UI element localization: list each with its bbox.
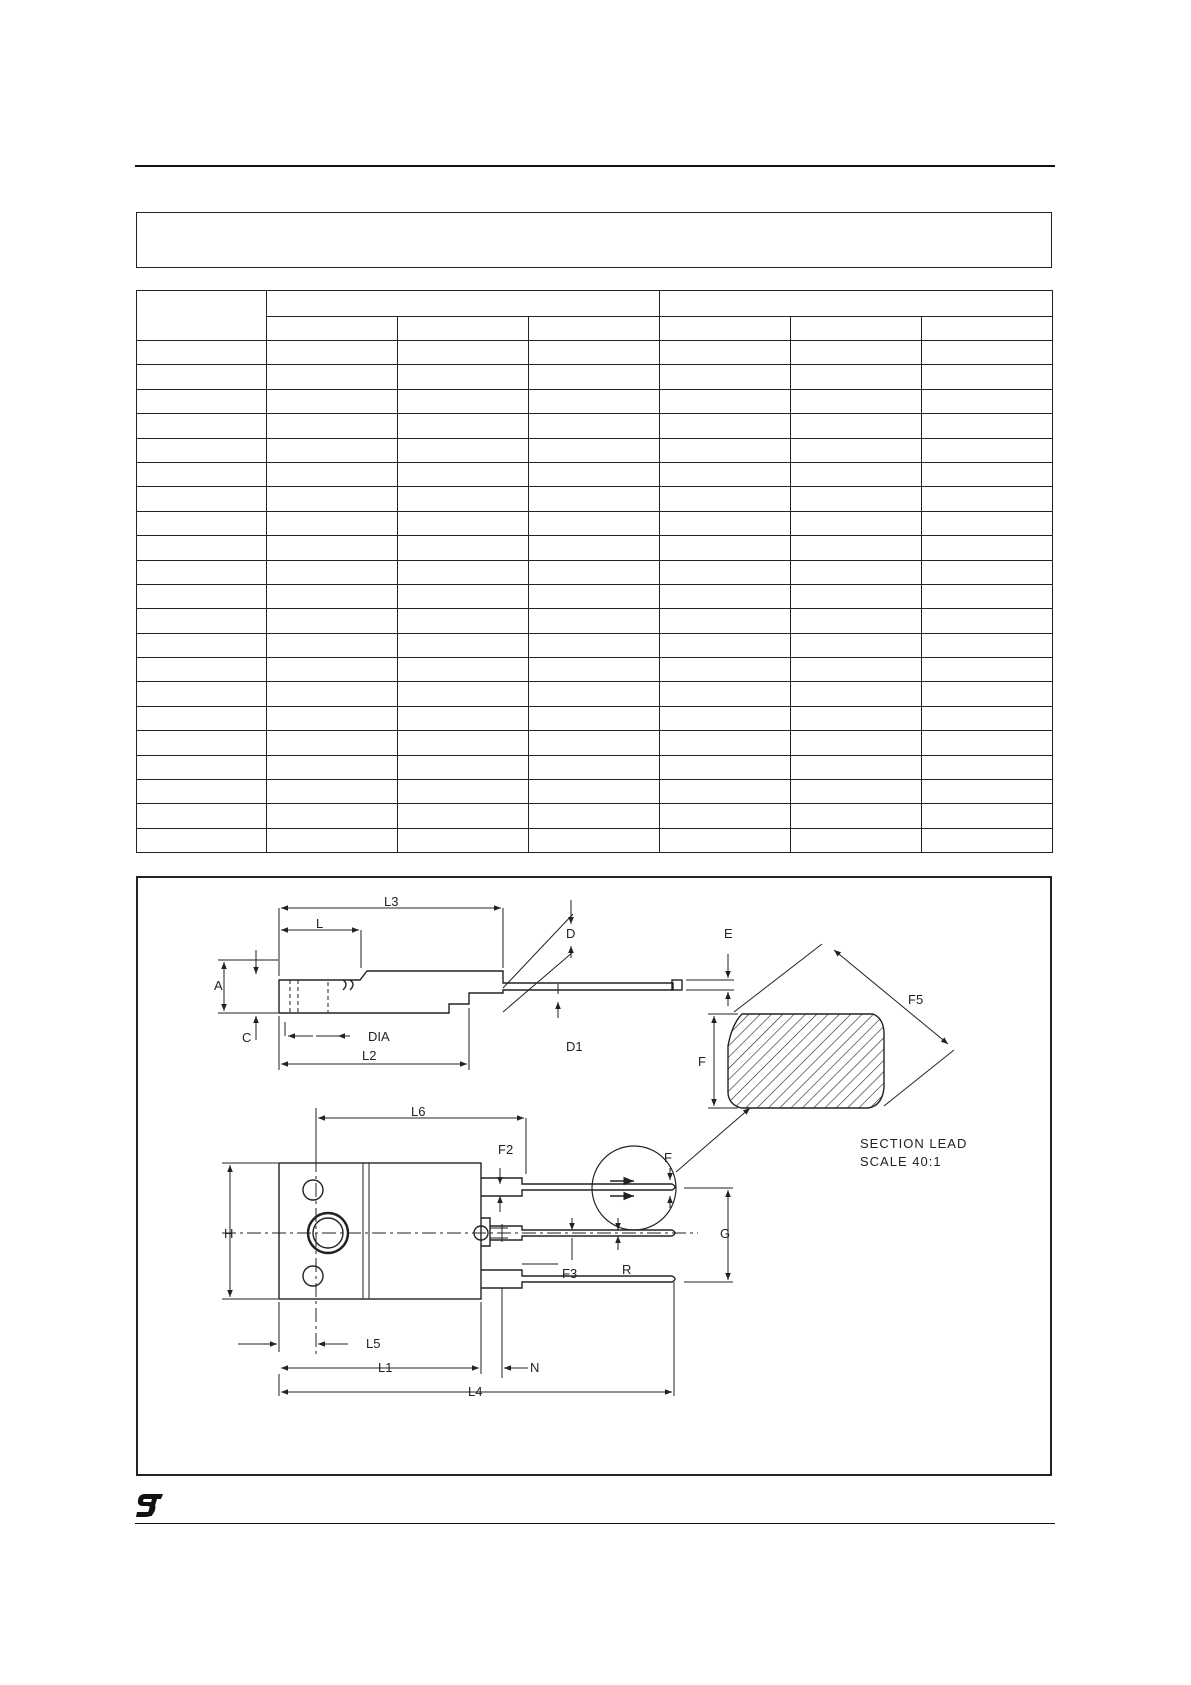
table-cell (660, 731, 791, 755)
label-E: E (724, 926, 733, 941)
label-L3: L3 (384, 894, 399, 909)
table-row (137, 389, 1053, 413)
table-cell (922, 633, 1053, 657)
table-cell (922, 780, 1053, 804)
table-cell (267, 584, 398, 608)
table-cell (398, 609, 529, 633)
table-cell (267, 511, 398, 535)
table-cell (137, 780, 267, 804)
table-cell (137, 828, 267, 852)
table-cell (137, 511, 267, 535)
table-cell (791, 584, 922, 608)
table-cell (398, 462, 529, 486)
table-cell (791, 511, 922, 535)
table-cell (137, 682, 267, 706)
table-cell (922, 560, 1053, 584)
label-L: L (316, 916, 324, 931)
table-cell (267, 536, 398, 560)
table-cell (660, 755, 791, 779)
label-L1: L1 (378, 1360, 393, 1375)
label-A: A (214, 978, 223, 993)
table-cell (137, 804, 267, 828)
table-cell (137, 536, 267, 560)
table-cell (137, 414, 267, 438)
table-cell (791, 560, 922, 584)
label-F-lead: F (664, 1150, 672, 1165)
label-L6: L6 (411, 1104, 426, 1119)
table-cell (922, 487, 1053, 511)
table-cell (529, 414, 660, 438)
table-cell (922, 706, 1053, 730)
package-drawing-frame (136, 876, 1052, 1476)
table-cell (791, 487, 922, 511)
st-logo-text: ST (133, 1490, 135, 1491)
table-cell (660, 438, 791, 462)
table-cell (660, 365, 791, 389)
table-cell (791, 389, 922, 413)
table-cell (791, 780, 922, 804)
table-cell (922, 828, 1053, 852)
table-cell (529, 365, 660, 389)
table-cell (137, 341, 267, 365)
label-DIA: DIA (368, 1029, 390, 1044)
table-cell (660, 487, 791, 511)
table-cell (267, 731, 398, 755)
table-cell (267, 341, 398, 365)
table-row (137, 755, 1053, 779)
table-cell (398, 414, 529, 438)
table-row (137, 828, 1053, 852)
table-cell (137, 584, 267, 608)
table-cell (137, 755, 267, 779)
table-cell (398, 365, 529, 389)
table-cell (529, 755, 660, 779)
table-subheader-row (137, 317, 1053, 341)
table-cell (529, 560, 660, 584)
table-header-group (660, 291, 1053, 317)
table-cell (660, 536, 791, 560)
table-cell (791, 755, 922, 779)
table-cell (791, 536, 922, 560)
table-row (137, 682, 1053, 706)
side-view-body (279, 971, 673, 1013)
table-cell (267, 658, 398, 682)
table-cell (398, 706, 529, 730)
table-cell (267, 414, 398, 438)
table-cell (529, 828, 660, 852)
table-cell (529, 682, 660, 706)
table-cell (267, 365, 398, 389)
table-cell (398, 780, 529, 804)
table-cell (137, 487, 267, 511)
table-cell (398, 755, 529, 779)
table-cell (791, 633, 922, 657)
table-cell (529, 536, 660, 560)
table-cell (267, 804, 398, 828)
label-F-section: F (698, 1054, 706, 1069)
label-D1: D1 (566, 1039, 583, 1054)
table-cell (922, 438, 1053, 462)
table-cell (791, 438, 922, 462)
label-G: G (720, 1226, 731, 1241)
label-D: D (566, 926, 576, 941)
table-cell (660, 389, 791, 413)
table-cell (922, 536, 1053, 560)
table-cell (398, 560, 529, 584)
table-cell (267, 560, 398, 584)
table-cell (791, 804, 922, 828)
table-cell (398, 658, 529, 682)
table-cell (137, 438, 267, 462)
table-cell (922, 341, 1053, 365)
table-cell (398, 511, 529, 535)
table-row (137, 487, 1053, 511)
table-cell (137, 706, 267, 730)
table-cell (660, 780, 791, 804)
table-cell (529, 511, 660, 535)
table-row (137, 511, 1053, 535)
table-cell (791, 731, 922, 755)
table-cell (529, 609, 660, 633)
table-cell (398, 828, 529, 852)
table-cell (137, 633, 267, 657)
table-cell (529, 658, 660, 682)
table-cell (922, 389, 1053, 413)
table-cell (529, 584, 660, 608)
table-cell (791, 706, 922, 730)
table-row (137, 560, 1053, 584)
table-cell (267, 755, 398, 779)
label-L2: L2 (362, 1048, 377, 1063)
table-cell (267, 780, 398, 804)
table-row (137, 633, 1053, 657)
table-cell (267, 633, 398, 657)
label-R: R (622, 1262, 632, 1277)
table-cell (660, 706, 791, 730)
table-cell (529, 487, 660, 511)
table-cell (660, 560, 791, 584)
table-cell (791, 658, 922, 682)
table-cell (791, 682, 922, 706)
table-cell (529, 706, 660, 730)
table-cell (660, 658, 791, 682)
section-note-line2: SCALE 40:1 (860, 1154, 942, 1169)
dimensions-table (136, 290, 1053, 853)
header-rule (135, 165, 1055, 167)
table-cell (267, 828, 398, 852)
label-L5: L5 (366, 1336, 381, 1351)
table-cell (267, 682, 398, 706)
table-row (137, 462, 1053, 486)
table-row (137, 804, 1053, 828)
table-header-row (137, 291, 1053, 317)
table-cell (267, 609, 398, 633)
table-cell (922, 365, 1053, 389)
table-title-box (136, 212, 1052, 268)
table-cell (529, 633, 660, 657)
table-cell (791, 414, 922, 438)
table-cell (398, 731, 529, 755)
table-row (137, 731, 1053, 755)
table-cell (922, 511, 1053, 535)
table-cell (791, 462, 922, 486)
table-cell (660, 462, 791, 486)
label-F5: F5 (908, 992, 924, 1007)
table-cell (660, 584, 791, 608)
table-cell (529, 780, 660, 804)
table-cell (660, 633, 791, 657)
table-row (137, 780, 1053, 804)
table-cell (529, 341, 660, 365)
table-cell (137, 389, 267, 413)
table-cell (791, 341, 922, 365)
table-row (137, 365, 1053, 389)
table-cell (791, 828, 922, 852)
table-cell (398, 536, 529, 560)
table-cell (529, 389, 660, 413)
table-cell (922, 584, 1053, 608)
table-header-cell (137, 291, 267, 341)
st-logo (133, 1490, 177, 1520)
table-cell (398, 584, 529, 608)
table-cell (922, 658, 1053, 682)
package-outline-drawing (138, 878, 1054, 1478)
table-cell (267, 706, 398, 730)
table-row (137, 341, 1053, 365)
table-cell (137, 658, 267, 682)
table-cell (398, 682, 529, 706)
table-row (137, 706, 1053, 730)
table-cell (267, 462, 398, 486)
table-cell (660, 341, 791, 365)
label-C: C (242, 1030, 252, 1045)
table-row (137, 438, 1053, 462)
section-note-line1: SECTION LEAD (860, 1136, 968, 1151)
table-cell (267, 389, 398, 413)
table-cell (660, 804, 791, 828)
label-N: N (530, 1360, 540, 1375)
table-cell (922, 804, 1053, 828)
table-cell (529, 804, 660, 828)
table-cell (137, 462, 267, 486)
table-cell (398, 804, 529, 828)
table-cell (137, 365, 267, 389)
table-cell (529, 731, 660, 755)
table-cell (398, 487, 529, 511)
table-cell (660, 609, 791, 633)
table-cell (660, 682, 791, 706)
table-cell (660, 414, 791, 438)
table-cell (398, 438, 529, 462)
table-cell (660, 828, 791, 852)
label-F3: F3 (562, 1266, 578, 1281)
table-cell (922, 682, 1053, 706)
table-cell (529, 438, 660, 462)
label-F2: F2 (498, 1142, 514, 1157)
table-cell (922, 755, 1053, 779)
table-cell (137, 609, 267, 633)
table-cell (791, 365, 922, 389)
table-cell (922, 462, 1053, 486)
footer-rule (135, 1523, 1055, 1524)
table-cell (529, 462, 660, 486)
label-L4: L4 (468, 1384, 483, 1399)
table-cell (922, 414, 1053, 438)
table-cell (137, 731, 267, 755)
table-row (137, 536, 1053, 560)
table-header-group (267, 291, 660, 317)
table-cell (791, 609, 922, 633)
table-cell (267, 487, 398, 511)
table-cell (922, 609, 1053, 633)
label-H: H (224, 1226, 234, 1241)
table-cell (398, 341, 529, 365)
table-cell (922, 731, 1053, 755)
table-row (137, 584, 1053, 608)
table-row (137, 609, 1053, 633)
table-row (137, 414, 1053, 438)
table-cell (398, 389, 529, 413)
table-cell (660, 511, 791, 535)
table-cell (267, 438, 398, 462)
table-row (137, 658, 1053, 682)
table-cell (137, 560, 267, 584)
table-cell (398, 633, 529, 657)
